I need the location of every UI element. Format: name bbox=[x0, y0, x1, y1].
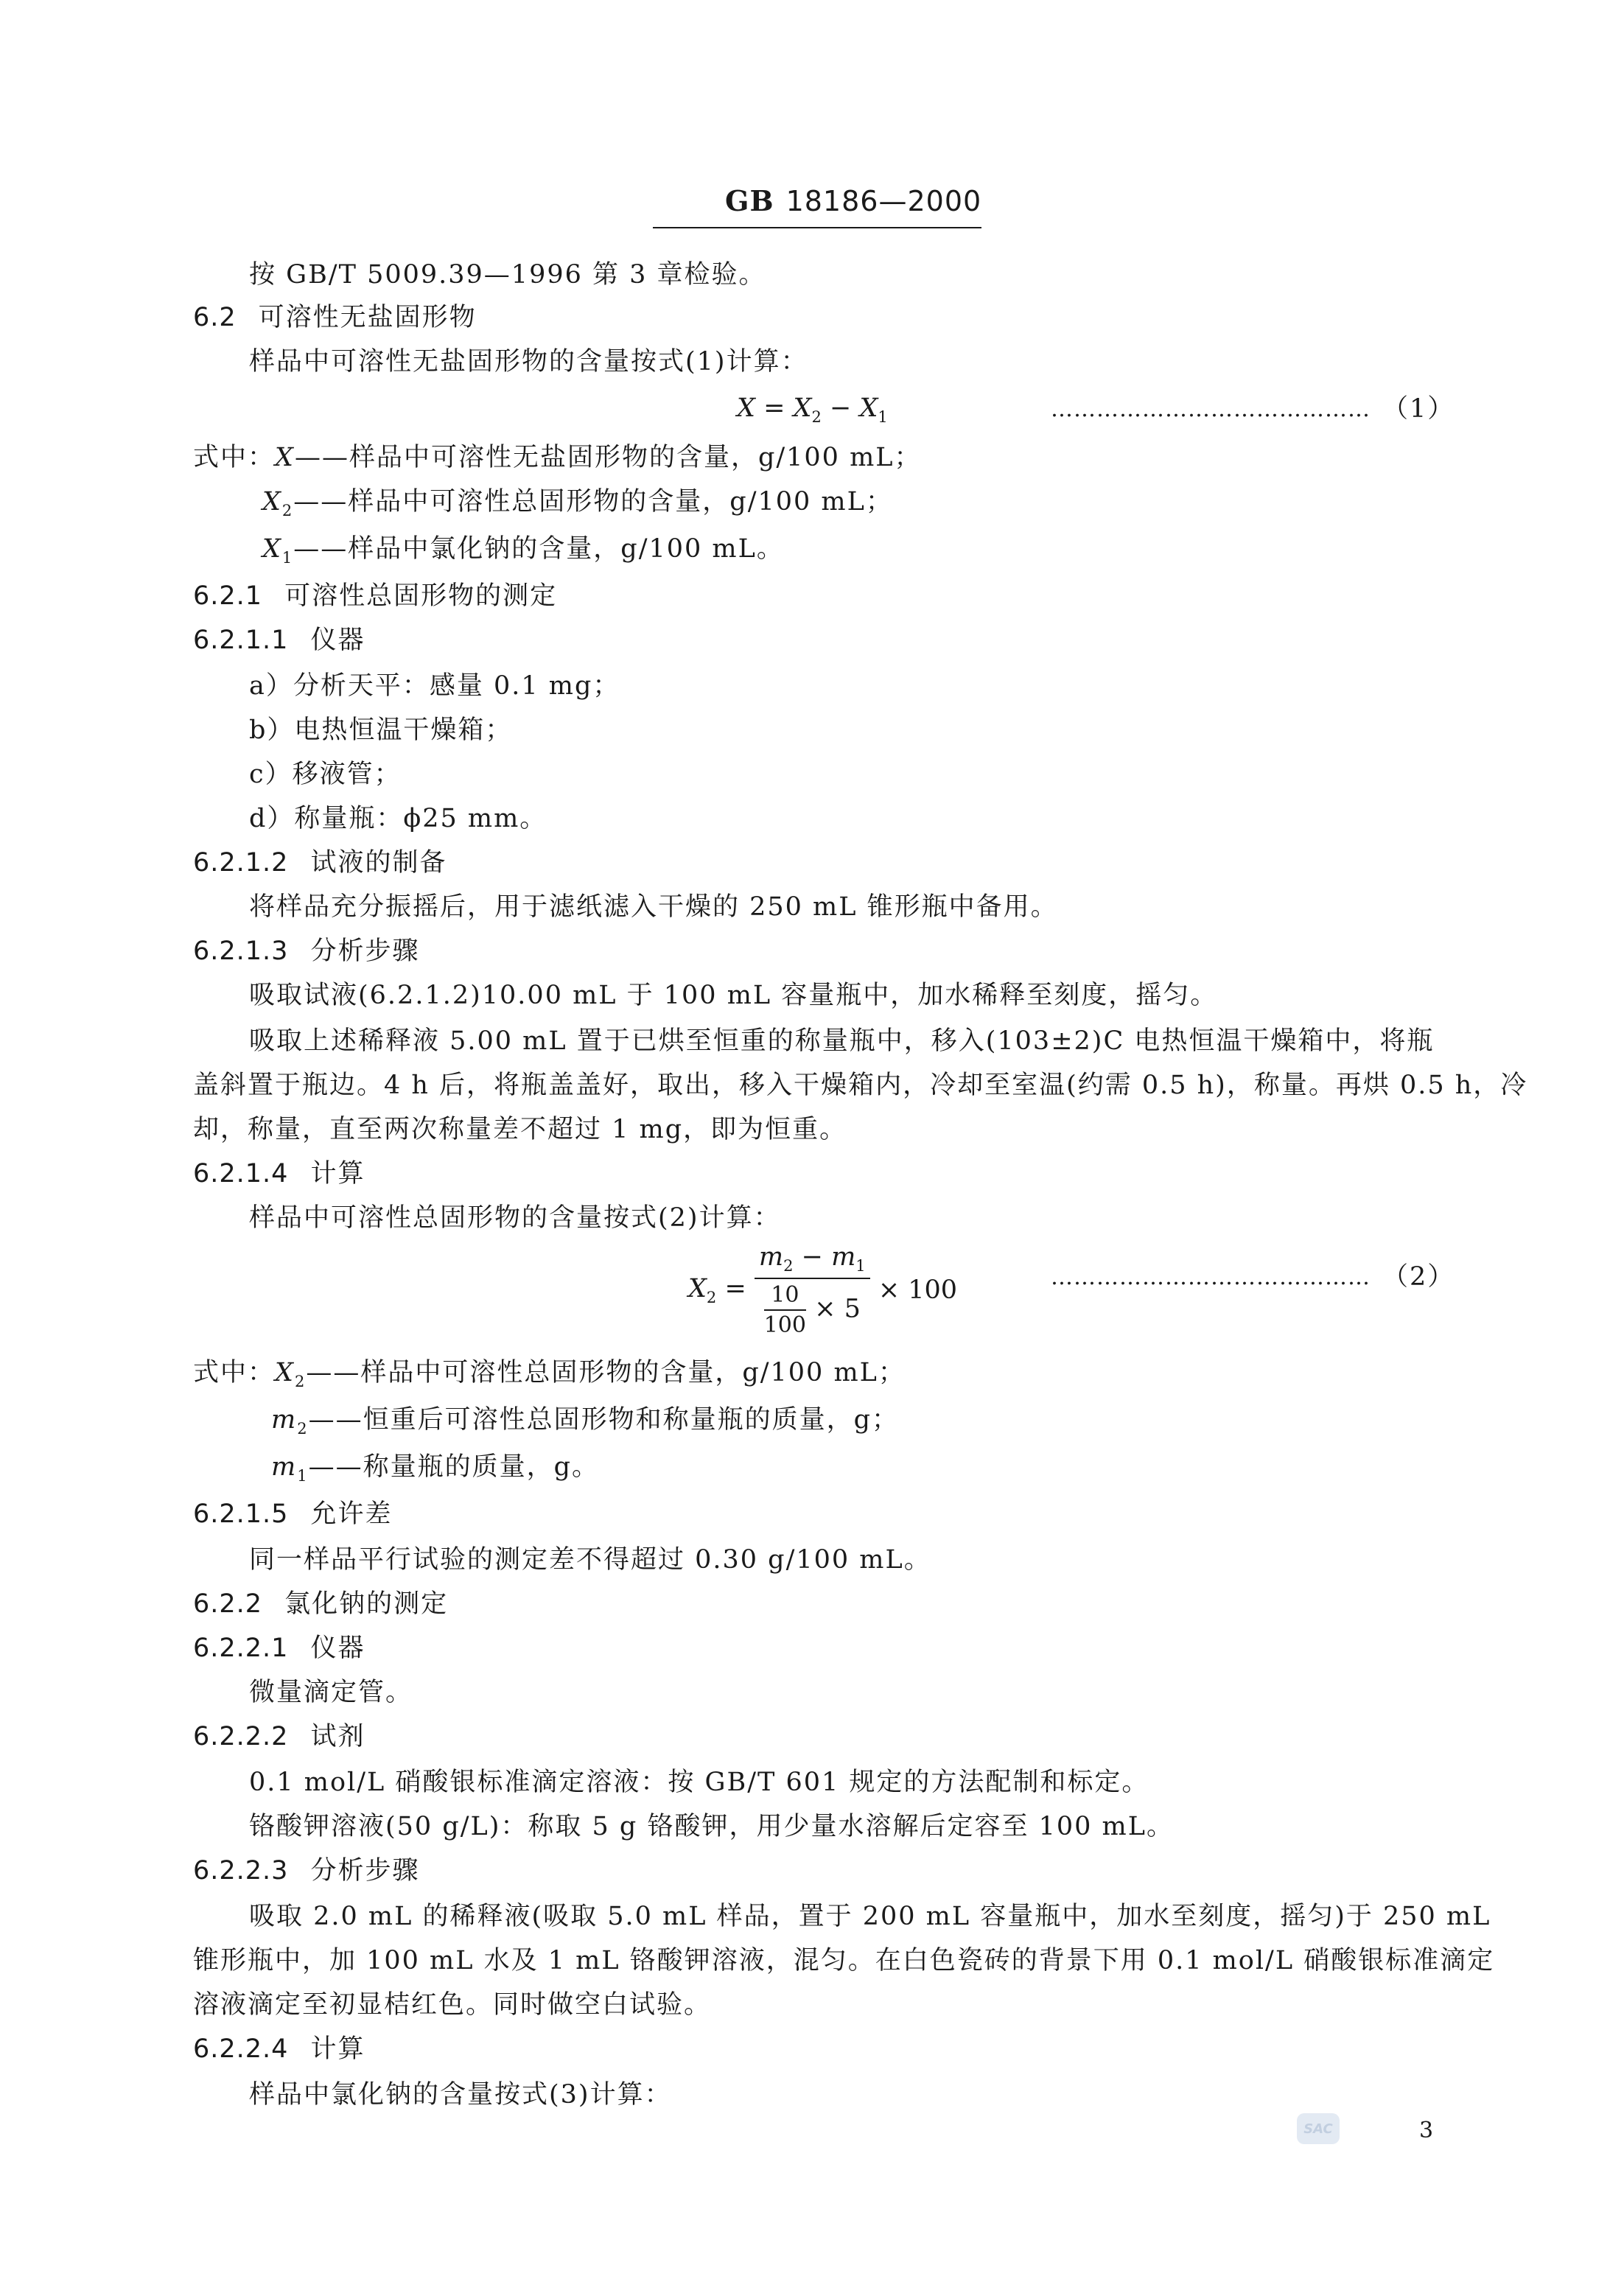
paragraph: 铬酸钾溶液(50 g/L)：称取 5 g 铬酸钾，用少量水溶解后定容至 100 mL。 bbox=[249, 1812, 1174, 1841]
section-heading: 6.2.2.4 计算 bbox=[193, 2034, 365, 2064]
formula-2: $X_2$ = $m_2 - m_1$ $\frac{10}{100}$ × 5 × 100 bbox=[688, 1242, 958, 1338]
section-heading: 6.2.1.3 分析步骤 bbox=[193, 937, 420, 966]
standard-prefix: GB bbox=[725, 184, 774, 217]
where-clause: $m_2——$恒重后可溶性总固形物和称量瓶的质量，g； bbox=[271, 1405, 899, 1438]
standard-number: 18186—2000 bbox=[785, 185, 982, 217]
section-title: 可溶性无盐固形物 bbox=[258, 303, 477, 332]
header-rule bbox=[653, 227, 981, 228]
section-heading: 6.2.1.1 仪器 bbox=[193, 626, 365, 655]
leader-dots: …………………………………… bbox=[1051, 396, 1371, 422]
section-heading: 6.2.1.4 计算 bbox=[193, 1159, 365, 1188]
paragraph: 锥形瓶中，加 100 mL 水及 1 mL 铬酸钾溶液，混匀。在白色瓷砖的背景下用 0.1 mol/L 硝酸银标准滴定 bbox=[193, 1946, 1495, 1975]
section-heading: 6.2.1.5 允许差 bbox=[193, 1499, 393, 1529]
paragraph: 按 GB/T 5009.39—1996 第 3 章检验。 bbox=[249, 260, 766, 290]
paragraph: 盖斜置于瓶边。4 h 后，将瓶盖盖好，取出，移入干燥箱内，冷却至室温(约需 0.5 h)，称量。再烘 0.5 h，冷 bbox=[193, 1071, 1528, 1100]
paragraph: 同一样品平行试验的测定差不得超过 0.30 g/100 mL。 bbox=[249, 1545, 931, 1575]
list-item: d）称量瓶：ϕ25 mm。 bbox=[249, 804, 547, 833]
sac-logo: SAC bbox=[1297, 2113, 1340, 2144]
where-clause: $X_1——$样品中氯化钠的含量，g/100 mL。 bbox=[262, 534, 784, 567]
where-clause: 式中：X——样品中可溶性无盐固形物的含量，g/100 mL； bbox=[193, 443, 922, 472]
section-heading: 6.2.1 可溶性总固形物的测定 bbox=[193, 581, 558, 611]
leader-dots: …………………………………… bbox=[1051, 1264, 1371, 1290]
list-item: b）电热恒温干燥箱； bbox=[249, 715, 513, 745]
paragraph: 样品中可溶性无盐固形物的含量按式(1)计算： bbox=[249, 347, 808, 377]
paragraph: 将样品充分振摇后，用于滤纸滤入干燥的 250 mL 锥形瓶中备用。 bbox=[249, 892, 1058, 922]
paragraph: 吸取试液(6.2.1.2)10.00 mL 于 100 mL 容量瓶中，加水稀释至刻度，摇匀。 bbox=[249, 981, 1218, 1010]
list-item: c）移液管； bbox=[249, 760, 402, 789]
section-number: 6.2 bbox=[193, 303, 237, 332]
standard-code bbox=[725, 184, 981, 217]
formula-fraction: $m_2 - m_1$ $\frac{10}{100}$ × 5 bbox=[755, 1242, 870, 1338]
where-clause: 式中：$X_2——$样品中可溶性总固形物的含量，g/100 mL； bbox=[193, 1358, 906, 1390]
equation-label: （2） bbox=[1382, 1262, 1455, 1292]
section-heading bbox=[193, 305, 477, 331]
where-clause: $m_1——$称量瓶的质量，g。 bbox=[271, 1452, 599, 1485]
paragraph: 却，称量，直至两次称量差不超过 1 mg，即为恒重。 bbox=[193, 1115, 847, 1144]
section-heading: 6.2.2.1 仪器 bbox=[193, 1634, 365, 1663]
paragraph: 0.1 mol/L 硝酸银标准滴定溶液：按 GB/T 601 规定的方法配制和标定。 bbox=[249, 1768, 1149, 1797]
paragraph: 微量滴定管。 bbox=[249, 1678, 413, 1707]
paragraph: 样品中氯化钠的含量按式(3)计算： bbox=[249, 2080, 672, 2110]
where-clause: $X_2——$样品中可溶性总固形物的含量，g/100 mL； bbox=[262, 487, 893, 519]
paragraph: 溶液滴定至初显桔红色。同时做空白试验。 bbox=[193, 1990, 712, 2020]
section-heading: 6.2.1.2 试液的制备 bbox=[193, 848, 447, 878]
section-heading: 6.2.2.2 试剂 bbox=[193, 1722, 365, 1751]
equation-label: （1） bbox=[1382, 394, 1455, 424]
paragraph: 样品中可溶性总固形物的含量按式(2)计算： bbox=[249, 1203, 781, 1233]
paragraph: 吸取上述稀释液 5.00 mL 置于已烘至恒重的称量瓶中，移入(103±2)C 电热恒温干燥箱中，将瓶 bbox=[249, 1026, 1435, 1056]
page-number: 3 bbox=[1419, 2118, 1434, 2143]
section-heading: 6.2.2.3 分析步骤 bbox=[193, 1856, 420, 1886]
paragraph: 吸取 2.0 mL 的稀释液(吸取 5.0 mL 样品，置于 200 mL 容量瓶中，加水至刻度，摇匀)于 250 mL bbox=[249, 1902, 1491, 1931]
formula-1: $X = X_2 - X_1$ bbox=[737, 393, 888, 426]
section-heading: 6.2.2 氯化钠的测定 bbox=[193, 1589, 449, 1619]
list-item: a）分析天平：感量 0.1 mg； bbox=[249, 671, 620, 701]
